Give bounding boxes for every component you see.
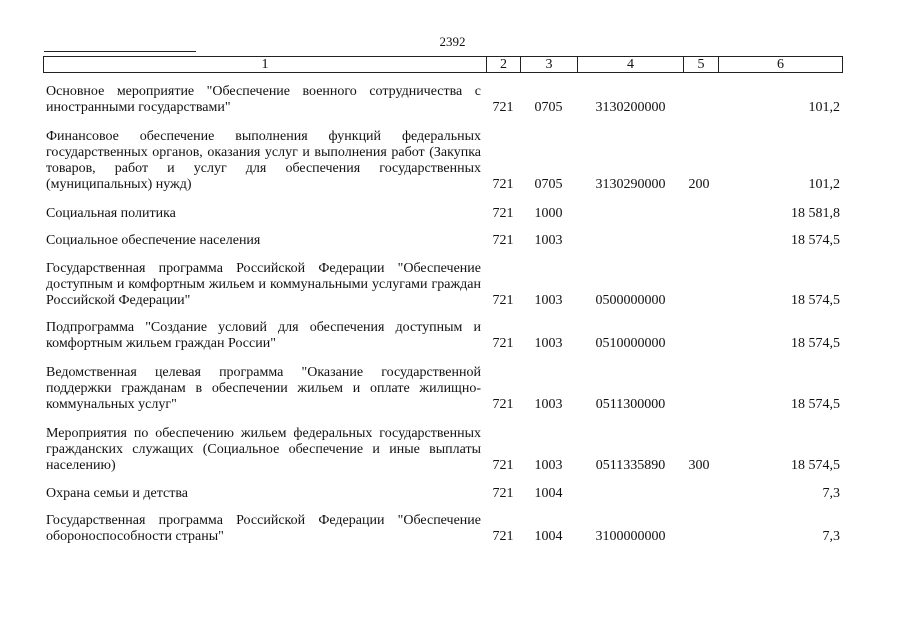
row-col-6: 18 574,5	[791, 233, 840, 248]
row-col-4: 0511335890	[595, 458, 666, 473]
row-col-4: 3100000000	[595, 529, 666, 544]
header-col-1: 1	[44, 57, 487, 72]
row-col-3: 1004	[534, 486, 563, 501]
table-row	[43, 486, 843, 502]
row-col-6: 18 574,5	[791, 458, 840, 473]
row-description: Охрана семьи и детства	[46, 486, 188, 501]
row-col-4: 0500000000	[595, 293, 666, 308]
table-row	[43, 426, 843, 474]
row-col-5: 300	[688, 458, 710, 473]
row-col-2: 721	[492, 529, 514, 544]
table-row	[43, 129, 843, 193]
row-col-2: 721	[492, 100, 514, 115]
row-description: Государственная программа Российской Федерации "Обеспечение обороноспособности страны"	[46, 513, 481, 544]
row-col-2: 721	[492, 206, 514, 221]
row-col-6: 18 574,5	[791, 336, 840, 351]
row-col-3: 1003	[534, 336, 563, 351]
header-col-6: 6	[777, 57, 784, 72]
row-description: Государственная программа Российской Федерации "Обеспечение доступным и комфортным жильем и коммунальными услугами граждан Российской Федерации"	[46, 261, 481, 308]
row-col-3: 1000	[534, 206, 563, 221]
row-col-2: 721	[492, 486, 514, 501]
row-col-3: 1003	[534, 293, 563, 308]
row-col-2: 721	[492, 458, 514, 473]
table-row	[43, 84, 843, 116]
row-col-2: 721	[492, 233, 514, 248]
table-row	[43, 365, 843, 413]
row-col-2: 721	[492, 293, 514, 308]
row-col-3: 1003	[534, 233, 563, 248]
row-col-3: 1003	[534, 397, 563, 412]
row-description: Мероприятия по обеспечению жильем федеральных государственных гражданских служащих (Социальное обеспечение и иные выплаты населению)	[46, 426, 481, 473]
row-col-2: 721	[492, 397, 514, 412]
table-row	[43, 261, 843, 309]
row-col-4: 3130200000	[595, 100, 666, 115]
table-header	[43, 56, 843, 73]
row-col-3: 0705	[534, 100, 563, 115]
row-col-3: 1003	[534, 458, 563, 473]
row-col-6: 18 581,8	[791, 206, 840, 221]
row-description: Ведомственная целевая программа "Оказание государственной поддержки гражданам в обеспечении жильем и оплате жилищно-коммунальных услуг"	[46, 365, 481, 412]
header-col-5: 5	[684, 57, 719, 72]
row-description: Социальное обеспечение населения	[46, 233, 261, 248]
page-number: 2392	[439, 34, 466, 49]
row-description: Социальная политика	[46, 206, 176, 221]
row-col-6: 7,3	[822, 486, 840, 501]
row-col-4: 0510000000	[595, 336, 666, 351]
top-rule	[44, 51, 196, 52]
row-col-2: 721	[492, 177, 514, 192]
table-row	[43, 233, 843, 249]
row-col-6: 18 574,5	[791, 397, 840, 412]
table-row	[43, 513, 843, 545]
row-col-4: 3130290000	[595, 177, 666, 192]
row-col-2: 721	[492, 336, 514, 351]
row-col-3: 1004	[534, 529, 563, 544]
header-col-4: 4	[578, 57, 684, 72]
row-description: Основное мероприятие "Обеспечение военного сотрудничества с иностранными государствами"	[46, 84, 481, 115]
header-col-2: 2	[487, 57, 521, 72]
row-col-6: 101,2	[808, 100, 840, 115]
row-col-4: 0511300000	[595, 397, 666, 412]
row-col-6: 101,2	[808, 177, 840, 192]
row-col-6: 18 574,5	[791, 293, 840, 308]
row-col-3: 0705	[534, 177, 563, 192]
header-col-3: 3	[521, 57, 578, 72]
row-description: Подпрограмма "Создание условий для обеспечения доступным и комфортным жильем граждан России"	[46, 320, 481, 351]
row-description: Финансовое обеспечение выполнения функций федеральных государственных органов, оказания услуг и выполнения работ (Закупка товаров, работ и услуг для обеспечения государственных (муниципальных) нужд)	[46, 129, 481, 192]
row-col-6: 7,3	[822, 529, 840, 544]
table-row	[43, 320, 843, 352]
row-col-5: 200	[688, 177, 710, 192]
table-row	[43, 206, 843, 222]
